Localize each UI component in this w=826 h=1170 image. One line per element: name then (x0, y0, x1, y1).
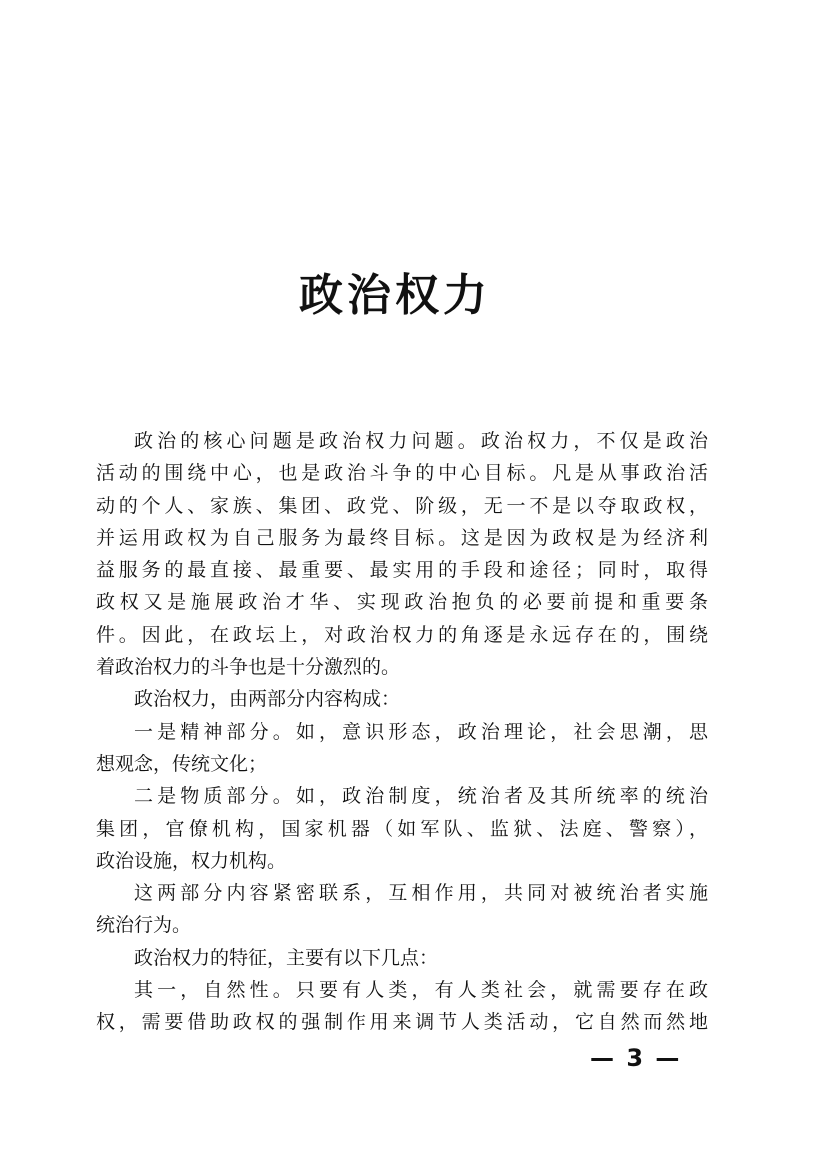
text-line: 政治的核心问题是政治权力问题。政治权力，不仅是政治 (134, 430, 708, 452)
text-line: 益服务的最直接、最重要、最实用的手段和途径；同时，取得 (96, 559, 708, 582)
chapter-title: 政治权力 (299, 270, 491, 321)
text-line: 这两部分内容紧密联系，互相作用，共同对被统治者实施 (134, 882, 708, 905)
text-line: 集团，官僚机构，国家机器（如军队、监狱、法庭、警察）， (96, 817, 708, 840)
text-line: 统治行为。 (96, 914, 192, 937)
text-line: 政治权力，由两部分内容构成： (134, 688, 401, 711)
text-line: 一是精神部分。如，意识形态，政治理论，社会思潮，思 (134, 720, 708, 743)
text-line: 权，需要借助政权的强制作用来调节人类活动，它自然而然地 (96, 1011, 708, 1034)
text-line: 政治权力的特征，主要有以下几点： (134, 946, 439, 969)
text-line: 想观念，传统文化； (96, 752, 268, 775)
text-line: 政治设施，权力机构。 (96, 849, 287, 872)
text-line: 着政治权力的斗争也是十分激烈的。 (96, 656, 401, 679)
text-line: 政权又是施展政治才华、实现政治抱负的必要前提和重要条 (96, 591, 708, 614)
text-line: 动的个人、家族、集团、政党、阶级，无一不是以夺取政权， (96, 494, 708, 517)
text-line: 其一，自然性。只要有人类，有人类社会，就需要存在政 (134, 979, 708, 1002)
text-line: 活动的围绕中心，也是政治斗争的中心目标。凡是从事政治活 (96, 462, 708, 485)
page-number: — 3 — (590, 1044, 682, 1072)
text-line: 件。因此，在政坛上，对政治权力的角逐是永远存在的，围绕 (96, 623, 708, 646)
text-line: 二是物质部分。如，政治制度，统治者及其所统率的统治 (134, 785, 708, 808)
text-line: 并运用政权为自己服务为最终目标。这是因为政权是为经济利 (96, 526, 708, 549)
body-text (96, 425, 708, 1039)
